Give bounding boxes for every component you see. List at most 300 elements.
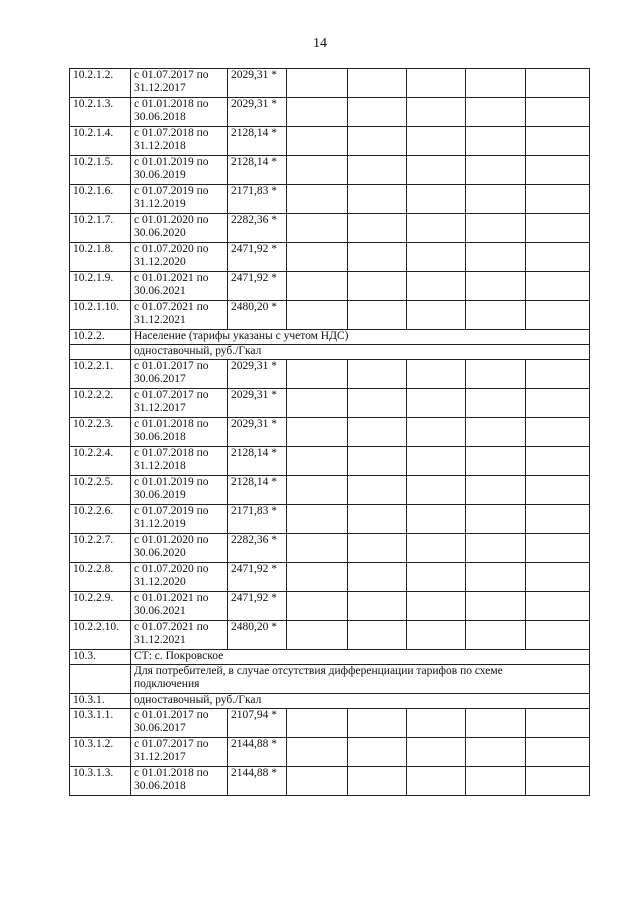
empty-cell (407, 272, 466, 301)
table-row (70, 185, 590, 214)
period-cell (131, 767, 228, 796)
empty-cell (526, 767, 590, 796)
period-start: с 01.07.2021 по (134, 301, 209, 313)
period-start: с 01.07.2020 по (134, 243, 209, 255)
item-code-cell (70, 272, 131, 301)
empty-cell (466, 127, 526, 156)
empty-cell (348, 272, 407, 301)
tariff-value: 2128,14 * (231, 447, 277, 459)
table-body (70, 69, 590, 796)
tariff-value: 2029,31 * (231, 418, 277, 430)
empty-cell (526, 389, 590, 418)
empty-cell (466, 185, 526, 214)
empty-cell (348, 98, 407, 127)
empty-cell (466, 272, 526, 301)
table-row (70, 476, 590, 505)
item-code-cell (70, 563, 131, 592)
item-code: 10.2.1.3. (73, 98, 114, 110)
item-code: 10.2.2.1. (73, 360, 114, 372)
item-code-cell (70, 360, 131, 389)
item-code-cell (70, 69, 131, 98)
empty-cell (466, 447, 526, 476)
tariff-value-cell (228, 738, 287, 767)
item-code: 10.3. (73, 650, 96, 662)
empty-cell (526, 621, 590, 650)
period-end: 31.12.2021 (134, 314, 186, 326)
period-cell (131, 592, 228, 621)
section-title: СТ: с. Покровское (134, 650, 224, 662)
period-cell (131, 360, 228, 389)
empty-cell (348, 709, 407, 738)
period-cell (131, 214, 228, 243)
period-cell (131, 69, 228, 98)
tariff-value-cell (228, 476, 287, 505)
item-code-cell (70, 301, 131, 330)
tariff-value: 2282,36 * (231, 534, 277, 546)
item-code: 10.3.1.3. (73, 767, 114, 779)
page-number: 14 (313, 36, 327, 51)
period-end: 30.06.2020 (134, 547, 186, 559)
empty-cell (287, 185, 348, 214)
period-end: 31.12.2017 (134, 82, 186, 94)
period-end: 30.06.2018 (134, 780, 186, 792)
tariff-value-cell (228, 69, 287, 98)
item-code-cell (70, 476, 131, 505)
period-cell (131, 301, 228, 330)
empty-cell (348, 563, 407, 592)
section-title: Население (тарифы указаны с учетом НДС) (134, 330, 349, 342)
empty-cell (287, 476, 348, 505)
empty-cell (407, 301, 466, 330)
tariff-value-cell (228, 592, 287, 621)
empty-cell (466, 534, 526, 563)
empty-cell (348, 621, 407, 650)
item-code-cell (70, 330, 131, 345)
empty-cell (407, 185, 466, 214)
empty-cell (526, 185, 590, 214)
empty-cell (287, 767, 348, 796)
table-row (70, 69, 590, 98)
empty-cell (287, 505, 348, 534)
period-start: с 01.01.2018 по (134, 767, 209, 779)
table-row (70, 214, 590, 243)
empty-cell (526, 592, 590, 621)
empty-cell (466, 418, 526, 447)
period-cell (131, 738, 228, 767)
tariff-value: 2029,31 * (231, 360, 277, 372)
period-start: с 01.07.2017 по (134, 389, 209, 401)
item-code: 10.2.1.5. (73, 156, 114, 168)
empty-cell (287, 360, 348, 389)
empty-cell (466, 389, 526, 418)
empty-cell (287, 447, 348, 476)
period-start: с 01.01.2019 по (134, 156, 209, 168)
tariff-value-cell (228, 156, 287, 185)
period-cell (131, 243, 228, 272)
period-end: 30.06.2018 (134, 111, 186, 123)
empty-cell (287, 418, 348, 447)
empty-cell (287, 709, 348, 738)
table-row (70, 738, 590, 767)
table-row (70, 156, 590, 185)
empty-cell (526, 301, 590, 330)
table-row (70, 418, 590, 447)
empty-cell (348, 360, 407, 389)
item-code-cell (70, 665, 131, 694)
empty-cell (348, 389, 407, 418)
tariff-value: 2144,88 * (231, 738, 277, 750)
item-code: 10.2.2.2. (73, 389, 114, 401)
empty-cell (526, 709, 590, 738)
period-end: 30.06.2019 (134, 169, 186, 181)
empty-cell (466, 243, 526, 272)
item-code: 10.3.1.1. (73, 709, 114, 721)
empty-cell (348, 69, 407, 98)
empty-cell (526, 214, 590, 243)
table-row (70, 767, 590, 796)
period-end: 31.12.2018 (134, 460, 186, 472)
tariff-value: 2029,31 * (231, 389, 277, 401)
table-row (70, 243, 590, 272)
tariff-value-cell (228, 301, 287, 330)
tariff-value-cell (228, 360, 287, 389)
tariff-value-cell (228, 563, 287, 592)
tariff-value-cell (228, 621, 287, 650)
item-code: 10.2.2. (73, 330, 105, 342)
item-code-cell (70, 592, 131, 621)
tariff-value-cell (228, 98, 287, 127)
period-cell (131, 563, 228, 592)
table-row (70, 301, 590, 330)
empty-cell (466, 563, 526, 592)
period-start: с 01.07.2017 по (134, 738, 209, 750)
empty-cell (348, 505, 407, 534)
period-end: 30.06.2017 (134, 373, 186, 385)
tariff-value-cell (228, 767, 287, 796)
empty-cell (348, 418, 407, 447)
empty-cell (526, 534, 590, 563)
item-code-cell (70, 767, 131, 796)
item-code-cell (70, 709, 131, 738)
table-row (70, 127, 590, 156)
period-cell (131, 709, 228, 738)
tariff-value-cell (228, 389, 287, 418)
table-row (70, 505, 590, 534)
empty-cell (348, 534, 407, 563)
item-code-cell (70, 650, 131, 665)
section-title-cell (131, 345, 590, 360)
empty-cell (287, 621, 348, 650)
item-code: 10.2.2.7. (73, 534, 114, 546)
empty-cell (348, 243, 407, 272)
item-code: 10.2.1.7. (73, 214, 114, 226)
empty-cell (348, 447, 407, 476)
tariff-value: 2471,92 * (231, 563, 277, 575)
empty-cell (526, 476, 590, 505)
tariff-value-cell (228, 272, 287, 301)
period-end: 31.12.2017 (134, 751, 186, 763)
empty-cell (407, 563, 466, 592)
period-end: 30.06.2019 (134, 489, 186, 501)
tariff-table (69, 68, 590, 796)
tariff-value: 2171,83 * (231, 505, 277, 517)
item-code-cell (70, 621, 131, 650)
period-start: с 01.01.2018 по (134, 418, 209, 430)
period-end: 30.06.2021 (134, 605, 186, 617)
item-code-cell (70, 447, 131, 476)
empty-cell (526, 127, 590, 156)
empty-cell (287, 563, 348, 592)
empty-cell (466, 767, 526, 796)
empty-cell (348, 767, 407, 796)
empty-cell (526, 272, 590, 301)
empty-cell (407, 127, 466, 156)
section-title: подключения (134, 678, 200, 690)
tariff-value: 2128,14 * (231, 476, 277, 488)
period-start: с 01.07.2021 по (134, 621, 209, 633)
tariff-value-cell (228, 418, 287, 447)
period-cell (131, 534, 228, 563)
empty-cell (407, 738, 466, 767)
period-start: с 01.01.2017 по (134, 360, 209, 372)
period-start: с 01.01.2021 по (134, 592, 209, 604)
item-code: 10.2.2.10. (73, 621, 119, 633)
empty-cell (348, 185, 407, 214)
item-code-cell (70, 738, 131, 767)
item-code: 10.2.1.9. (73, 272, 114, 284)
table-row (70, 621, 590, 650)
empty-cell (348, 156, 407, 185)
period-cell (131, 476, 228, 505)
empty-cell (407, 534, 466, 563)
tariff-value: 2029,31 * (231, 69, 277, 81)
table-row (70, 709, 590, 738)
empty-cell (526, 505, 590, 534)
tariff-value-cell (228, 709, 287, 738)
period-end: 30.06.2021 (134, 285, 186, 297)
item-code-cell (70, 389, 131, 418)
period-end: 30.06.2018 (134, 431, 186, 443)
empty-cell (348, 476, 407, 505)
empty-cell (348, 738, 407, 767)
period-cell (131, 447, 228, 476)
empty-cell (287, 127, 348, 156)
empty-cell (526, 243, 590, 272)
empty-cell (407, 156, 466, 185)
tariff-value-cell (228, 505, 287, 534)
tariff-value: 2171,83 * (231, 185, 277, 197)
period-start: с 01.01.2018 по (134, 98, 209, 110)
tariff-value-cell (228, 534, 287, 563)
table-row (70, 330, 590, 345)
period-end: 30.06.2020 (134, 227, 186, 239)
empty-cell (407, 243, 466, 272)
empty-cell (287, 389, 348, 418)
period-cell (131, 389, 228, 418)
tariff-value: 2471,92 * (231, 272, 277, 284)
tariff-value: 2128,14 * (231, 156, 277, 168)
item-code-cell (70, 214, 131, 243)
empty-cell (407, 98, 466, 127)
table-row (70, 272, 590, 301)
table-row (70, 389, 590, 418)
empty-cell (407, 476, 466, 505)
tariff-value: 2029,31 * (231, 98, 277, 110)
period-end: 31.12.2018 (134, 140, 186, 152)
empty-cell (348, 214, 407, 243)
item-code-cell (70, 185, 131, 214)
tariff-value: 2471,92 * (231, 243, 277, 255)
period-cell (131, 98, 228, 127)
table-row (70, 694, 590, 709)
empty-cell (287, 214, 348, 243)
empty-cell (287, 156, 348, 185)
empty-cell (466, 738, 526, 767)
empty-cell (466, 592, 526, 621)
period-end: 31.12.2019 (134, 198, 186, 210)
table-row (70, 665, 590, 694)
empty-cell (526, 156, 590, 185)
tariff-value: 2282,36 * (231, 214, 277, 226)
period-start: с 01.01.2020 по (134, 214, 209, 226)
empty-cell (287, 738, 348, 767)
period-end: 31.12.2017 (134, 402, 186, 414)
empty-cell (466, 476, 526, 505)
period-start: с 01.07.2019 по (134, 505, 209, 517)
period-start: с 01.07.2019 по (134, 185, 209, 197)
period-cell (131, 156, 228, 185)
empty-cell (466, 301, 526, 330)
item-code: 10.2.1.6. (73, 185, 114, 197)
section-title-cell (131, 694, 590, 709)
item-code: 10.3.1. (73, 694, 105, 706)
period-end: 31.12.2021 (134, 634, 186, 646)
item-code: 10.2.1.8. (73, 243, 114, 255)
table-row (70, 447, 590, 476)
item-code-cell (70, 345, 131, 360)
period-start: с 01.07.2020 по (134, 563, 209, 575)
table-row (70, 650, 590, 665)
item-code-cell (70, 418, 131, 447)
period-start: с 01.07.2018 по (134, 447, 209, 459)
empty-cell (287, 69, 348, 98)
period-start: с 01.07.2018 по (134, 127, 209, 139)
empty-cell (526, 447, 590, 476)
period-cell (131, 272, 228, 301)
period-end: 30.06.2017 (134, 722, 186, 734)
empty-cell (348, 592, 407, 621)
empty-cell (287, 98, 348, 127)
empty-cell (466, 709, 526, 738)
item-code-cell (70, 98, 131, 127)
table-row (70, 563, 590, 592)
tariff-value: 2480,20 * (231, 301, 277, 313)
section-title: одноставочный, руб./Гкал (134, 345, 262, 357)
item-code: 10.2.2.6. (73, 505, 114, 517)
section-title: Для потребителей, в случае отсутствия дифференциации тарифов по схеме (134, 665, 503, 677)
empty-cell (526, 563, 590, 592)
empty-cell (526, 418, 590, 447)
item-code: 10.2.2.8. (73, 563, 114, 575)
period-end: 31.12.2020 (134, 576, 186, 588)
empty-cell (407, 505, 466, 534)
empty-cell (407, 767, 466, 796)
item-code: 10.3.1.2. (73, 738, 114, 750)
item-code: 10.2.2.9. (73, 592, 114, 604)
empty-cell (287, 272, 348, 301)
tariff-value: 2480,20 * (231, 621, 277, 633)
empty-cell (526, 98, 590, 127)
empty-cell (526, 360, 590, 389)
period-end: 31.12.2020 (134, 256, 186, 268)
section-title-cell (131, 330, 590, 345)
empty-cell (407, 621, 466, 650)
empty-cell (466, 360, 526, 389)
empty-cell (407, 69, 466, 98)
empty-cell (466, 621, 526, 650)
empty-cell (407, 360, 466, 389)
tariff-value-cell (228, 243, 287, 272)
period-cell (131, 185, 228, 214)
period-start: с 01.01.2019 по (134, 476, 209, 488)
table-row (70, 360, 590, 389)
table-row (70, 98, 590, 127)
item-code: 10.2.1.4. (73, 127, 114, 139)
empty-cell (526, 738, 590, 767)
period-start: с 01.01.2017 по (134, 709, 209, 721)
item-code-cell (70, 156, 131, 185)
empty-cell (466, 505, 526, 534)
item-code: 10.2.1.2. (73, 69, 114, 81)
tariff-value-cell (228, 127, 287, 156)
empty-cell (407, 418, 466, 447)
empty-cell (407, 709, 466, 738)
tariff-value: 2107,94 * (231, 709, 277, 721)
empty-cell (466, 98, 526, 127)
empty-cell (287, 592, 348, 621)
empty-cell (348, 301, 407, 330)
section-title-cell (131, 665, 590, 694)
period-start: с 01.01.2020 по (134, 534, 209, 546)
empty-cell (407, 592, 466, 621)
tariff-value-cell (228, 447, 287, 476)
section-title-cell (131, 650, 590, 665)
period-cell (131, 418, 228, 447)
period-start: с 01.01.2021 по (134, 272, 209, 284)
empty-cell (287, 301, 348, 330)
empty-cell (466, 214, 526, 243)
empty-cell (407, 389, 466, 418)
item-code: 10.2.2.4. (73, 447, 114, 459)
item-code-cell (70, 243, 131, 272)
period-cell (131, 127, 228, 156)
item-code: 10.2.2.5. (73, 476, 114, 488)
item-code-cell (70, 534, 131, 563)
empty-cell (407, 447, 466, 476)
table-row (70, 345, 590, 360)
table-row (70, 534, 590, 563)
empty-cell (407, 214, 466, 243)
period-cell (131, 621, 228, 650)
period-end: 31.12.2019 (134, 518, 186, 530)
tariff-value: 2144,88 * (231, 767, 277, 779)
empty-cell (466, 156, 526, 185)
tariff-value-cell (228, 185, 287, 214)
tariff-value-cell (228, 214, 287, 243)
empty-cell (348, 127, 407, 156)
item-code-cell (70, 127, 131, 156)
item-code-cell (70, 694, 131, 709)
